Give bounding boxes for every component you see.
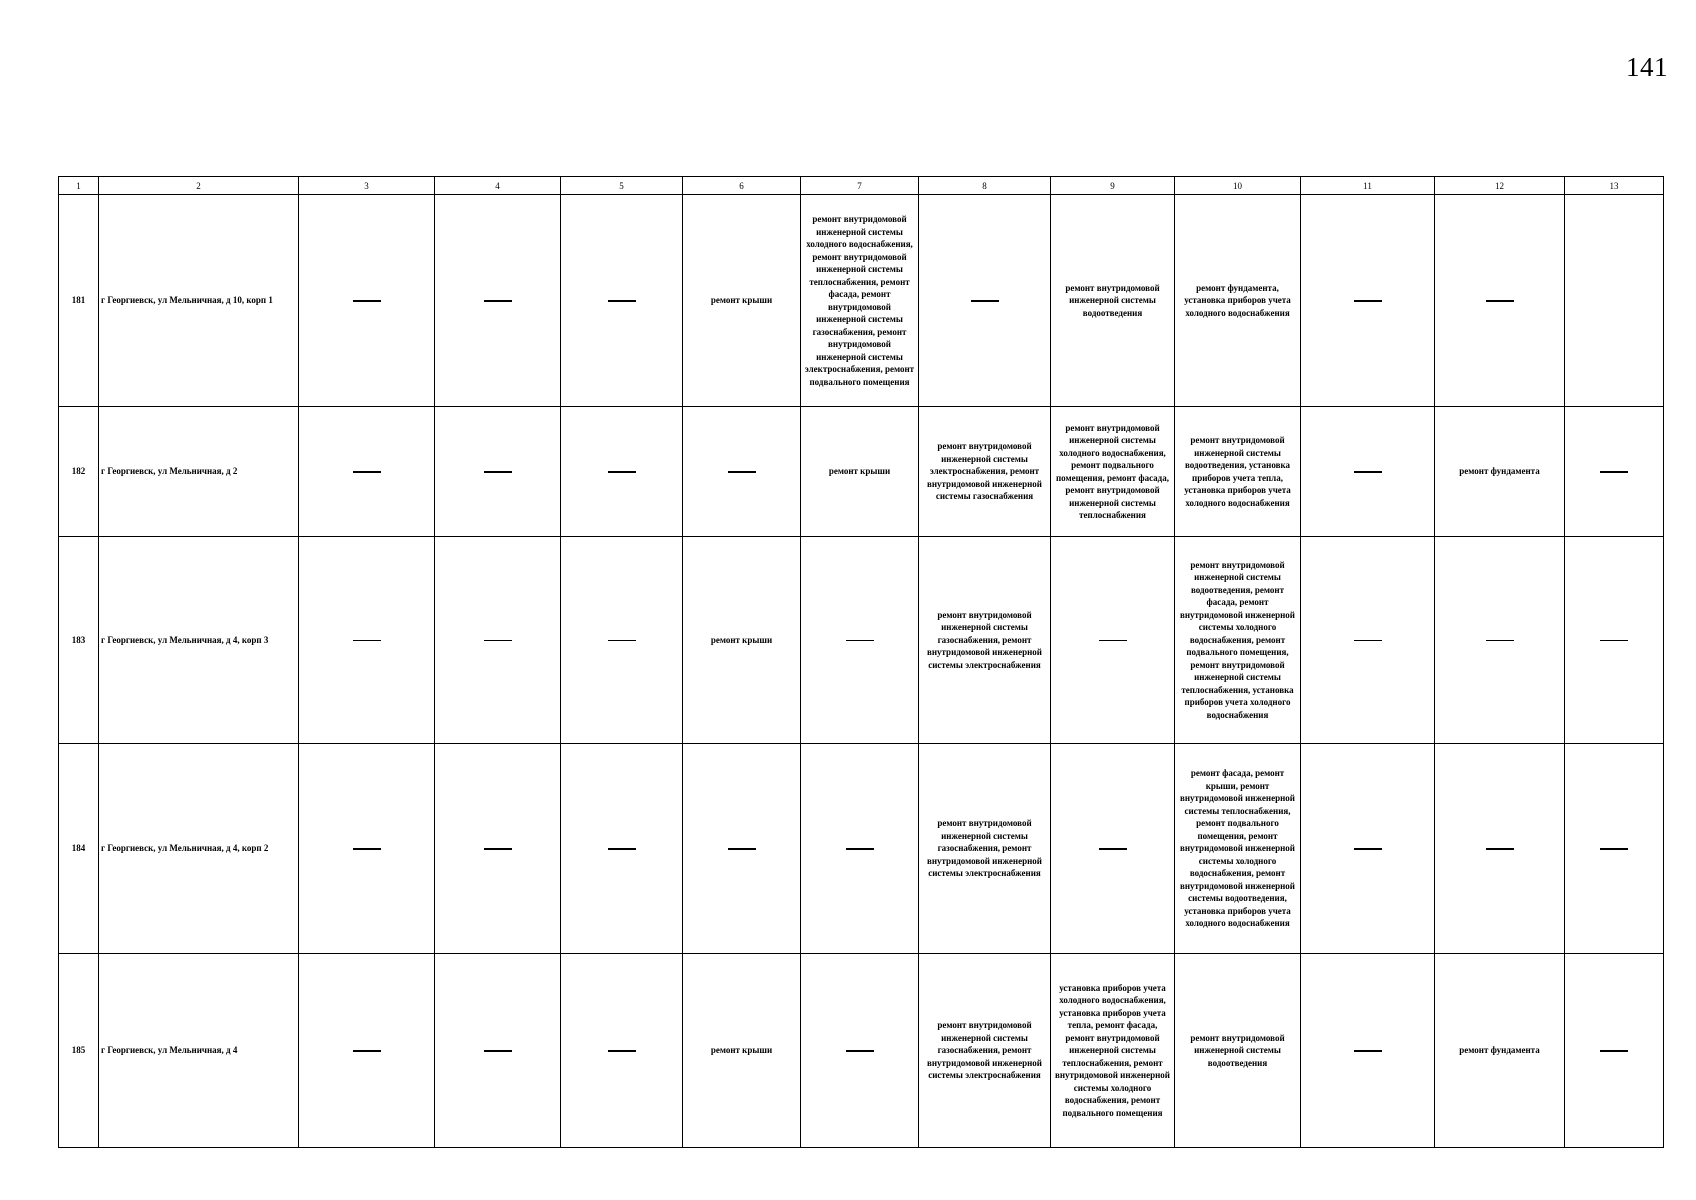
row-number-cell: 183 xyxy=(59,537,99,744)
empty-dash xyxy=(1600,1050,1628,1052)
column-header-6: 6 xyxy=(683,177,801,195)
empty-dash xyxy=(728,848,756,850)
repair-schedule-table xyxy=(58,176,1664,1148)
empty-dash xyxy=(971,300,999,302)
work-cell xyxy=(561,537,683,744)
work-cell: ремонт внутридомовой инженерной системы газоснабжения, ремонт внутридомовой инженерной системы электроснабжения xyxy=(919,954,1051,1148)
work-cell xyxy=(561,407,683,537)
column-header-4: 4 xyxy=(435,177,561,195)
work-cell: ремонт внутридомовой инженерной системы водоотведения, ремонт фасада, ремонт внутридомовой инженерной системы холодного водоснабжения, ремонт подвального помещения, ремонт внутридомовой инженерной системы теплоснабжения, установка приборов учета холодного водоснабжения xyxy=(1175,537,1301,744)
work-cell xyxy=(561,954,683,1148)
empty-dash xyxy=(608,300,636,302)
work-cell xyxy=(1301,744,1435,954)
work-cell: ремонт внутридомовой инженерной системы холодного водоснабжения, ремонт внутридомовой инженерной системы теплоснабжения, ремонт фасада, ремонт внутридомовой инженерной системы газоснабжения, ремонт внутридомовой инженерной системы электроснабжения, ремонт подвального помещения xyxy=(801,195,919,407)
column-header-11: 11 xyxy=(1301,177,1435,195)
work-cell: ремонт крыши xyxy=(683,537,801,744)
work-cell xyxy=(1301,407,1435,537)
row-number-cell: 181 xyxy=(59,195,99,407)
work-cell xyxy=(1051,744,1175,954)
table-row xyxy=(59,195,1664,407)
work-cell xyxy=(1435,744,1565,954)
work-cell: ремонт фундамента, установка приборов учета холодного водоснабжения xyxy=(1175,195,1301,407)
work-cell xyxy=(919,195,1051,407)
empty-dash xyxy=(484,471,512,473)
empty-dash xyxy=(353,1050,381,1052)
empty-dash xyxy=(1600,848,1628,850)
address-cell: г Георгиевск, ул Мельничная, д 2 xyxy=(99,407,299,537)
empty-dash xyxy=(1354,471,1382,473)
work-cell: ремонт внутридомовой инженерной системы водоотведения xyxy=(1175,954,1301,1148)
column-header-12: 12 xyxy=(1435,177,1565,195)
work-cell: ремонт фундамента xyxy=(1435,407,1565,537)
work-cell xyxy=(1565,537,1664,744)
empty-dash xyxy=(1354,300,1382,302)
work-cell xyxy=(561,744,683,954)
empty-dash xyxy=(1354,1050,1382,1052)
work-cell: ремонт внутридомовой инженерной системы холодного водоснабжения, ремонт подвального помещения, ремонт фасада, ремонт внутридомовой инженерной системы теплоснабжения xyxy=(1051,407,1175,537)
empty-dash xyxy=(1354,848,1382,850)
empty-dash xyxy=(353,640,381,642)
empty-dash xyxy=(1600,471,1628,473)
page-number: 141 xyxy=(1626,52,1668,82)
row-number-cell: 185 xyxy=(59,954,99,1148)
column-header-8: 8 xyxy=(919,177,1051,195)
work-cell xyxy=(1301,537,1435,744)
work-cell xyxy=(435,407,561,537)
work-cell xyxy=(1565,407,1664,537)
column-header-10: 10 xyxy=(1175,177,1301,195)
empty-dash xyxy=(846,640,874,642)
empty-dash xyxy=(608,1050,636,1052)
work-cell: ремонт крыши xyxy=(683,195,801,407)
table-row xyxy=(59,954,1664,1148)
work-cell xyxy=(435,537,561,744)
empty-dash xyxy=(608,640,636,642)
work-cell xyxy=(1565,954,1664,1148)
address-cell: г Георгиевск, ул Мельничная, д 4, корп 2 xyxy=(99,744,299,954)
column-header-9: 9 xyxy=(1051,177,1175,195)
empty-dash xyxy=(353,300,381,302)
column-header-2: 2 xyxy=(99,177,299,195)
empty-dash xyxy=(1099,640,1127,642)
work-cell: ремонт фасада, ремонт крыши, ремонт внутридомовой инженерной системы теплоснабжения, ремонт подвального помещения, ремонт внутридомовой инженерной системы холодного водоснабжения, ремонт внутридомовой инженерной системы водоотведения, установка приборов учета холодного водоснабжения xyxy=(1175,744,1301,954)
work-cell xyxy=(801,954,919,1148)
work-cell xyxy=(1051,537,1175,744)
work-cell xyxy=(801,744,919,954)
empty-dash xyxy=(353,471,381,473)
column-number-row xyxy=(59,177,1664,195)
work-cell xyxy=(435,744,561,954)
empty-dash xyxy=(1486,848,1514,850)
column-header-13: 13 xyxy=(1565,177,1664,195)
empty-dash xyxy=(608,848,636,850)
column-header-7: 7 xyxy=(801,177,919,195)
work-cell xyxy=(1301,954,1435,1148)
empty-dash xyxy=(484,848,512,850)
work-cell xyxy=(1301,195,1435,407)
work-cell xyxy=(299,407,435,537)
work-cell xyxy=(299,744,435,954)
empty-dash xyxy=(846,1050,874,1052)
column-header-3: 3 xyxy=(299,177,435,195)
address-cell: г Георгиевск, ул Мельничная, д 4, корп 3 xyxy=(99,537,299,744)
empty-dash xyxy=(608,471,636,473)
work-cell xyxy=(1435,537,1565,744)
work-cell xyxy=(299,954,435,1148)
work-cell xyxy=(1565,195,1664,407)
row-number-cell: 184 xyxy=(59,744,99,954)
row-number-cell: 182 xyxy=(59,407,99,537)
work-cell: установка приборов учета холодного водоснабжения, установка приборов учета тепла, ремонт фасада, ремонт внутридомовой инженерной системы теплоснабжения, ремонт внутридомовой инженерной системы холодного водоснабжения, ремонт подвального помещения xyxy=(1051,954,1175,1148)
work-cell: ремонт крыши xyxy=(801,407,919,537)
work-cell: ремонт внутридомовой инженерной системы водоотведения, установка приборов учета тепла, установка приборов учета холодного водоснабжения xyxy=(1175,407,1301,537)
empty-dash xyxy=(1099,848,1127,850)
table-row xyxy=(59,744,1664,954)
empty-dash xyxy=(1486,640,1514,642)
empty-dash xyxy=(846,848,874,850)
work-cell xyxy=(435,954,561,1148)
work-cell xyxy=(1565,744,1664,954)
work-cell: ремонт внутридомовой инженерной системы газоснабжения, ремонт внутридомовой инженерной системы электроснабжения xyxy=(919,537,1051,744)
work-cell: ремонт крыши xyxy=(683,954,801,1148)
work-cell: ремонт внутридомовой инженерной системы газоснабжения, ремонт внутридомовой инженерной системы электроснабжения xyxy=(919,744,1051,954)
empty-dash xyxy=(728,471,756,473)
empty-dash xyxy=(484,300,512,302)
work-cell: ремонт внутридомовой инженерной системы водоотведения xyxy=(1051,195,1175,407)
work-cell xyxy=(683,744,801,954)
work-cell xyxy=(561,195,683,407)
address-cell: г Георгиевск, ул Мельничная, д 4 xyxy=(99,954,299,1148)
column-header-5: 5 xyxy=(561,177,683,195)
work-cell xyxy=(1435,195,1565,407)
work-cell xyxy=(299,195,435,407)
work-cell: ремонт фундамента xyxy=(1435,954,1565,1148)
empty-dash xyxy=(1600,640,1628,642)
address-cell: г Георгиевск, ул Мельничная, д 10, корп 1 xyxy=(99,195,299,407)
work-cell xyxy=(683,407,801,537)
work-cell xyxy=(299,537,435,744)
column-header-1: 1 xyxy=(59,177,99,195)
work-cell xyxy=(435,195,561,407)
empty-dash xyxy=(1354,640,1382,642)
table-row xyxy=(59,407,1664,537)
empty-dash xyxy=(1486,300,1514,302)
empty-dash xyxy=(353,848,381,850)
empty-dash xyxy=(484,1050,512,1052)
table-row xyxy=(59,537,1664,744)
work-cell xyxy=(801,537,919,744)
work-cell: ремонт внутридомовой инженерной системы электроснабжения, ремонт внутридомовой инженерной системы газоснабжения xyxy=(919,407,1051,537)
empty-dash xyxy=(484,640,512,642)
